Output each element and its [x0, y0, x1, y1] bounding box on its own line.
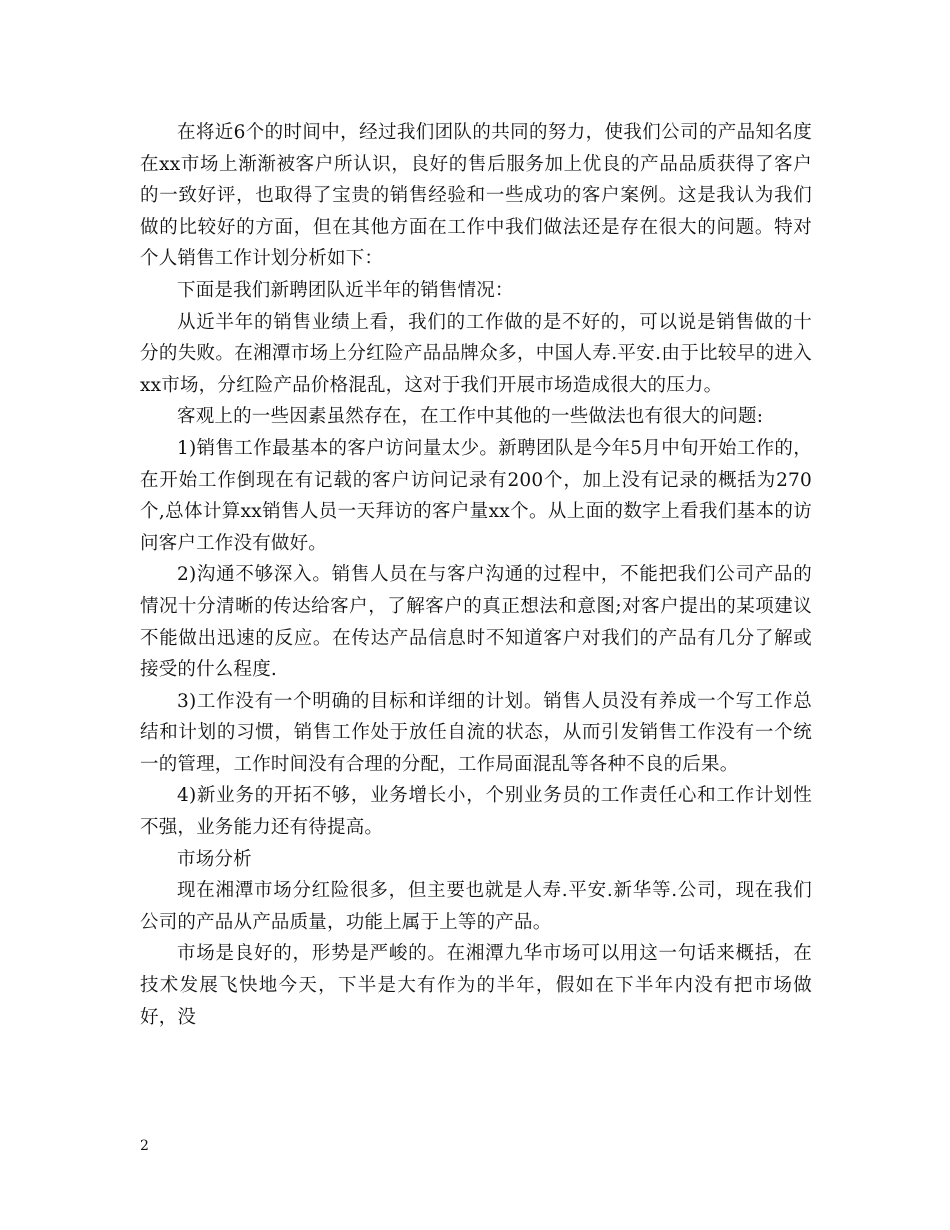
paragraph: 1)销售工作最基本的客户访问量太少。新聘团队是今年5月中旬开始工作的，在开始工作倒现在有记载的客户访问记录有200个，加上没有记录的概括为270个,总体计算xx销售人员一天拜访的客户量xx个。从上面的数字上看我们基本的访问客户工作没有做好。: [140, 437, 812, 554]
paragraph: 市场是良好的，形势是严峻的。在湘潭九华市场可以用这一句话来概括，在技术发展飞快地今天，下半是大有作为的半年，假如在下半年内没有把市场做好，没: [140, 943, 812, 1028]
paragraph: 客观上的一些因素虽然存在，在工作中其他的一些做法也有很大的问题:: [177, 406, 764, 428]
section-heading: 市场分析: [177, 848, 252, 870]
document-body: [140, 117, 812, 1033]
paragraph: 现在湘潭市场分红险很多，但主要也就是人寿.平安.新华等.公司，现在我们公司的产品从产品质量，功能上属于上等的产品。: [140, 880, 812, 933]
paragraph: 3)工作没有一个明确的目标和详细的计划。销售人员没有养成一个写工作总结和计划的习惯，销售工作处于放任自流的状态，从而引发销售工作没有一个统一的管理，工作时间没有合理的分配，工作局面混乱等各种不良的后果。: [140, 690, 812, 775]
paragraph: 4)新业务的开拓不够，业务增长小，个别业务员的工作责任心和工作计划性不强，业务能力还有待提高。: [140, 785, 812, 839]
page-number: 2: [140, 1138, 149, 1154]
paragraph: 下面是我们新聘团队近半年的销售情况：: [177, 279, 514, 301]
paragraph: 从近半年的销售业绩上看，我们的工作做的是不好的，可以说是销售做的十分的失败。在湘潭市场上分红险产品品牌众多，中国人寿.平安.由于比较早的进入xx市场，分红险产品价格混乱，这对于我们开展市场造成很大的压力。: [140, 311, 812, 396]
paragraph: 2)沟通不够深入。销售人员在与客户沟通的过程中，不能把我们公司产品的情况十分清晰的传达给客户，了解客户的真正想法和意图;对客户提出的某项建议不能做出迅速的反应。在传达产品信息时不知道客户对我们的产品有几分了解或接受的什么程度.: [140, 564, 812, 681]
paragraph: 在将近6个的时间中，经过我们团队的共同的努力，使我们公司的产品知名度在xx市场上渐渐被客户所认识，良好的售后服务加上优良的产品品质获得了客户的一致好评，也取得了宝贵的销售经验和一些成功的客户案例。这是我认为我们做的比较好的方面，但在其他方面在工作中我们做法还是存在很大的问题。特对个人销售工作计划分析如下：: [140, 122, 812, 270]
